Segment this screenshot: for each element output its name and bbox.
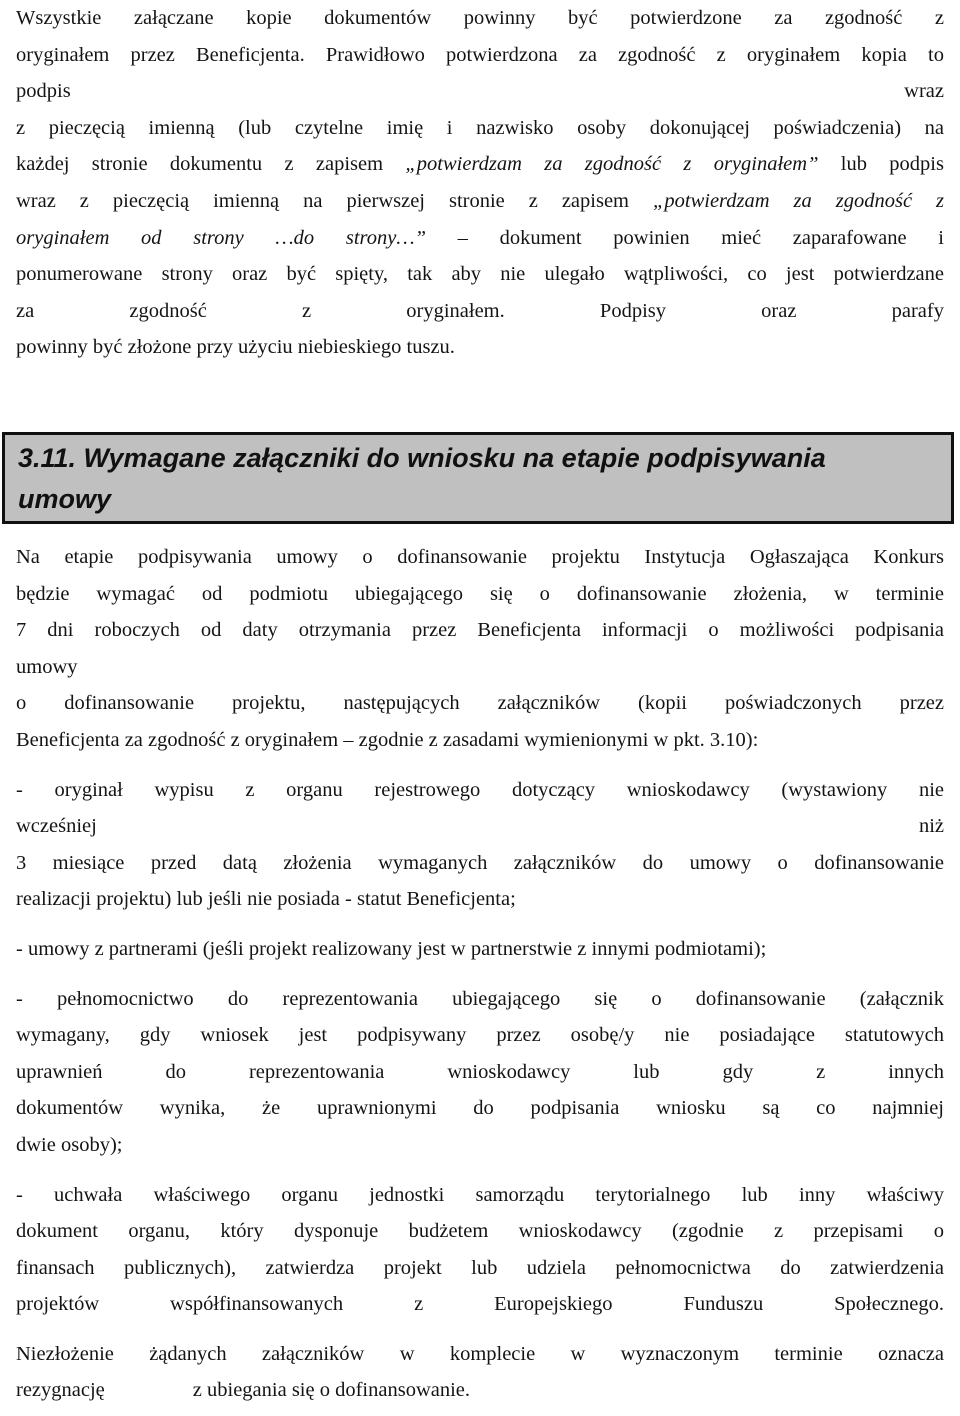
text-line: o dofinansowanie projektu, następujących załączników (kopii poświadczonych przez (16, 692, 944, 715)
text-line (16, 1372, 944, 1409)
text-line: z pieczęcią imienną (lub czytelne imię i nazwisko osoby dokonującej poświadczenia) na (16, 116, 944, 139)
text-line: - uchwała właściwego organu jednostki samorządu terytorialnego lub inny właściwy (16, 1183, 944, 1206)
text-line: - umowy z partnerami (jeśli projekt realizowany jest w partnerstwie z innymi podmiotami); (16, 937, 767, 960)
intro-paragraph (16, 0, 944, 366)
list-item-resolution (16, 1177, 944, 1323)
text-line: Na etapie podpisywania umowy o dofinansowanie projektu Instytucja Ogłaszająca Konkurs (16, 546, 944, 568)
list-item-registry-extract (16, 772, 944, 918)
text-fragment: z ubiegania się o dofinansowanie. (192, 1379, 471, 1402)
text-line: dokument organu, który dysponuje budżetem wnioskodawcy (zgodnie z przepisami o (16, 1220, 944, 1243)
text-fragment: do podpisania wniosku są co najmniej (473, 1097, 944, 1120)
text-line: Wszystkie załączane kopie dokumentów powinny być potwierdzone za zgodność z (16, 7, 944, 29)
text-line (16, 73, 944, 110)
text-fragment: do reprezentowania wnioskodawcy lub gdy z innych (165, 1060, 945, 1083)
text-line (16, 808, 944, 845)
text-line: za zgodność z oryginałem. Podpisy oraz parafy (16, 299, 944, 322)
text-fragment: uprawnień (16, 1060, 103, 1083)
text-line (16, 1286, 944, 1323)
text-line: oryginałem przez Beneficjenta. Prawidłowo potwierdzona za zgodność z oryginałem kopia to (16, 43, 944, 66)
italic-phrase: „potwierdzam za zgodność z oryginałem” (405, 153, 819, 176)
section-heading-line: 3.11. Wymagane załączniki do wniosku na etapie podpisywania (18, 443, 826, 473)
text-line: Beneficjenta za zgodność z oryginałem – zgodnie z zasadami wymienionymi w pkt. 3.10): (16, 728, 759, 751)
text-line (16, 1054, 944, 1091)
intro-requirements-paragraph (16, 539, 944, 759)
text-line: - oryginał wypisu z organu rejestrowego dotyczący wnioskodawcy (wystawiony nie (16, 778, 944, 801)
text-fragment: wcześniej (16, 815, 97, 838)
text-line (16, 146, 944, 183)
text-fragment: wraz (904, 80, 944, 103)
text-line: Niezłożenie żądanych załączników w komplecie w wyznaczonym terminie oznacza (16, 1342, 944, 1365)
text-line: wymagany, gdy wniosek jest podpisywany przez osobę/y nie posiadające statutowych (16, 1024, 944, 1047)
text-line: 7 dni roboczych od daty otrzymania przez Beneficjenta informacji o możliwości podpisania (16, 619, 944, 642)
text-fragment: z Europejskiego Funduszu Społecznego. (414, 1293, 944, 1316)
text-line: powinny być złożone przy użyciu niebieskiego tuszu. (16, 336, 455, 359)
text-line (16, 1090, 944, 1127)
text-fragment: lub podpis (818, 153, 944, 176)
section-heading-line: umowy (18, 484, 112, 514)
text-fragment: każdej stronie dokumentu z zapisem (16, 153, 406, 176)
text-fragment: niż (918, 815, 944, 838)
section-heading (2, 432, 954, 524)
list-item-partner-agreements (16, 931, 944, 968)
text-line: realizacji projektu) lub jeśli nie posiada - statut Beneficjenta; (16, 888, 516, 911)
text-fragment: dokumentów wynika, że uprawnionymi (16, 1097, 437, 1120)
text-fragment: wraz z pieczęcią imienną na pierwszej stronie z zapisem (16, 189, 653, 212)
attachments-section (16, 539, 944, 1409)
text-fragment: projektów współfinansowanych (16, 1293, 344, 1316)
text-line: - pełnomocnictwo do reprezentowania ubiegającego się o dofinansowanie (załącznik (16, 987, 944, 1010)
list-item-power-of-attorney (16, 981, 944, 1164)
text-line: 3 miesiące przed datą złożenia wymaganych załączników do umowy o dofinansowanie (16, 851, 944, 874)
text-line (16, 220, 944, 257)
text-fragment: rezygnację (16, 1379, 105, 1402)
text-fragment: podpis (16, 80, 71, 103)
italic-phrase: „potwierdzam za zgodność z (652, 189, 944, 212)
closing-paragraph (16, 1336, 944, 1409)
text-fragment: – dokument powinien mieć zaparafowane i (425, 226, 944, 249)
text-line (16, 183, 944, 220)
text-line: finansach publicznych), zatwierdza projekt lub udziela pełnomocnictwa do zatwierdzenia (16, 1256, 944, 1279)
text-line: będzie wymagać od podmiotu ubiegającego się o dofinansowanie złożenia, w terminie (16, 582, 944, 605)
text-line: umowy (16, 655, 78, 678)
text-line: ponumerowane strony oraz być spięty, tak aby nie ulegało wątpliwości, co jest potwierdzane (16, 263, 944, 286)
italic-phrase: oryginałem od strony …do strony…” (16, 226, 426, 249)
text-line: dwie osoby); (16, 1133, 123, 1156)
